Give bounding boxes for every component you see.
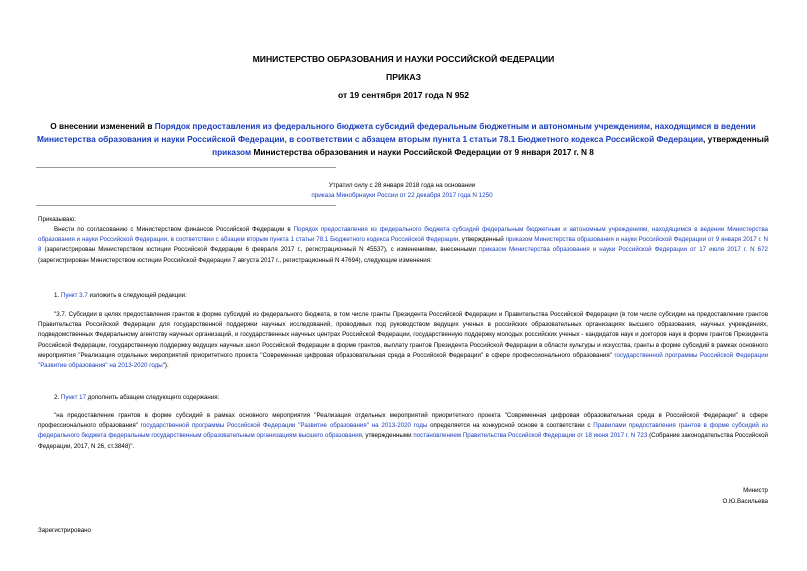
quote-1-text-2: "). <box>162 362 169 370</box>
title-link-procedure[interactable]: Порядок предоставления из федерального бюджета субсидий федеральным бюджетным и автономным учреждениям, находящимся в ведении Министерства образования и науки Российской Федерации, в соответствии с абзацем вторым пункта 1 статьи 78.1 Бюджетного кодекса Российской Федерации <box>37 121 756 144</box>
intro-text-3: (зарегистрирован Министерством юстиции Российской Федерации 6 февраля 2017 г., регистрационный N 45537), с изменениями, внесенными <box>41 246 480 254</box>
title-text-3: Министерства образования и науки Российской Федерации от 9 января 2017 г. N 8 <box>251 147 594 157</box>
intro-text-4: (зарегистрирован Министерством юстиции Российской Федерации 7 августа 2017 г., регистрационный N 47694), следующие изменения: <box>38 256 432 264</box>
item-2-number: 2. <box>54 394 61 401</box>
item-2-link[interactable]: Пункт 17 <box>60 394 87 401</box>
item-2 <box>38 393 768 403</box>
status-note-link[interactable]: приказа Минобрнауки России от 22 декабря 2017 года N 1250 <box>311 192 493 199</box>
registered-label: Зарегистрировано <box>38 527 91 534</box>
quote-2-link-program[interactable]: государственной программы Российской Федерации "Развитие образования" на 2013-2020 годы <box>140 422 428 430</box>
intro-link-procedure[interactable]: Порядок предоставления из федерального бюджета субсидий федеральным бюджетным и автономным учреждениям, находящимся в ведении Министерства образования и науки Российской Федерации, в соответствии с абзацем вторым пункта 1 статьи 78.1 Бюджетного кодекса Российской Федерации <box>38 226 768 244</box>
document-date-number: от 19 сентября 2017 года N 952 <box>337 90 470 100</box>
status-note <box>252 181 552 201</box>
quote-1 <box>38 310 768 371</box>
quote-2-text-4: (Собрание законодательства Российской Федерации, 2017, N 26, ст.3848)". <box>38 432 768 450</box>
intro-link-order-672[interactable]: приказом Министерства образования и науки Российской Федерации от 17 июля 2017 г. N 672 <box>479 246 768 254</box>
item-1-text: изложить в следующей редакции: <box>87 292 187 299</box>
item-2-text: дополнить абзацем следующего содержания: <box>86 394 220 401</box>
signature-name: О.Ю.Васильева <box>722 498 768 505</box>
quote-2-text-3: , утвержденными <box>361 432 414 440</box>
intro-text-1: Внести по согласованию с Министерством финансов Российской Федерации в <box>54 226 294 233</box>
quote-2-link-rules[interactable]: Правилами предоставления грантов в форме субсидий из федерального бюджета федеральным государственным образовательным организациям высшего образования <box>38 422 768 440</box>
document-type: ПРИКАЗ <box>386 72 421 82</box>
status-note-text: Утратил силу с 28 января 2018 года на основании <box>328 182 476 189</box>
quote-2-text-1: "на предоставление грантов в форме субсидий в рамках основного мероприятия "Реализация отдельных мероприятий приоритетного проекта "Современная цифровая образовательная среда в Российской Федерации" в сфере профессионального образования" <box>38 412 768 430</box>
intro-text-2: , утвержденный <box>458 236 506 244</box>
item-1-number: 1. <box>54 292 61 299</box>
separator-line <box>36 167 336 168</box>
signature-position: Министр <box>743 487 768 494</box>
separator-line <box>36 205 336 206</box>
quote-1-text-1: "3.7. Субсидии в целях предоставления грантов в форме субсидий из федерального бюджета, в том числе гранты Президента Российской Федерации и Правительства Российской Федерации (в том числе субсидии на предоставление грантов Правительства Российской Федерации для государственной поддержки научных исследований, проводимых под руководством ведущих ученых в российских образовательных организациях высшего образования, научных учреждениях, подведомственных Федеральному агентству научных организаций, и государственных научных центрах Российской Федерации, государственную поддержку молодых российских ученых - кандидатов наук и докторов наук в форме грантов Президента Российской Федерации, государственную поддержку ведущих научных школ Российской Федерации в форме грантов, выплату грантов Президента Российской Федерации в области культуры и искусства, гранты в форме субсидий в рамках основного мероприятия "Реализация отдельных мероприятий приоритетного проекта "Современная цифровая образовательная среда в Российской Федерации" в сфере профессионального образования" <box>38 311 768 359</box>
title-link-order[interactable]: приказом <box>212 147 252 157</box>
quote-2-link-resolution[interactable]: постановлением Правительства Российской Федерации от 18 июня 2017 г. N 723 <box>413 432 648 440</box>
title-text-1: О внесении изменений в <box>50 121 155 131</box>
item-1-link[interactable]: Пункт 3.7 <box>60 292 88 299</box>
ministry-heading: МИНИСТЕРСТВО ОБРАЗОВАНИЯ И НАУКИ РОССИЙСКОЙ ФЕДЕРАЦИИ <box>252 54 555 64</box>
quote-2 <box>38 411 768 452</box>
quote-1-link-program[interactable]: государственной программы Российской Федерации "Развитие образования" на 2013-2020 годы <box>38 351 768 370</box>
intro-link-order-8[interactable]: приказом Министерства образования и науки Российской Федерации от 9 января 2017 г. N 8 <box>38 236 769 254</box>
prikazyvayu-label: Приказываю: <box>38 216 76 223</box>
intro-paragraph <box>38 225 768 266</box>
document-title <box>36 120 770 159</box>
quote-2-text-2: определяется на конкурсной основе в соответствии с <box>427 422 594 430</box>
item-1 <box>38 291 768 301</box>
title-text-2: , утвержденный <box>703 134 769 144</box>
